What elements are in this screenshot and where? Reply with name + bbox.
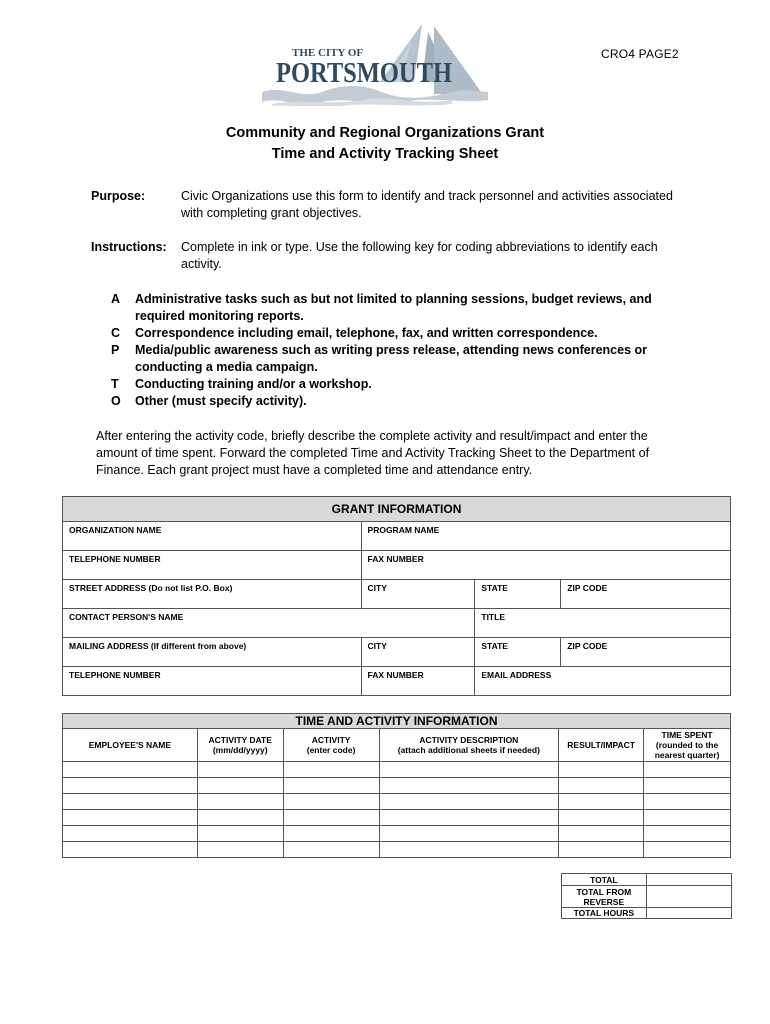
total-label: TOTAL bbox=[562, 874, 647, 886]
activity-code-cell[interactable] bbox=[283, 842, 379, 858]
after-text-line2: amount of time spent. Forward the completed Time and Activity Tracking Sheet to the Department of bbox=[96, 446, 650, 460]
telephone-number-field[interactable]: TELEPHONE NUMBER bbox=[63, 551, 362, 580]
activity-description-cell[interactable] bbox=[379, 794, 559, 810]
employee-name-cell[interactable] bbox=[63, 762, 198, 778]
table-row bbox=[63, 778, 731, 794]
purpose-label: Purpose: bbox=[91, 189, 146, 203]
mailing-address-field[interactable]: MAILING ADDRESS (If different from above) bbox=[63, 638, 362, 667]
time-spent-cell[interactable] bbox=[644, 762, 731, 778]
activity-date-cell[interactable] bbox=[197, 778, 283, 794]
table-row bbox=[63, 842, 731, 858]
page-code: CRO4 PAGE2 bbox=[601, 47, 679, 61]
key-code-c: C bbox=[111, 326, 121, 340]
col-employee-name: EMPLOYEE'S NAME bbox=[63, 729, 198, 762]
table-row bbox=[63, 762, 731, 778]
activity-date-cell[interactable] bbox=[197, 810, 283, 826]
telephone-number-2-field[interactable]: TELEPHONE NUMBER bbox=[63, 667, 362, 696]
table-row bbox=[63, 794, 731, 810]
title-field[interactable]: TITLE bbox=[475, 609, 731, 638]
mailing-city-field[interactable]: CITY bbox=[361, 638, 475, 667]
form-title-line1: Community and Regional Organizations Grant bbox=[225, 125, 545, 141]
activity-code-cell[interactable] bbox=[283, 810, 379, 826]
activity-date-cell[interactable] bbox=[197, 842, 283, 858]
key-text-c-1: Correspondence including email, telephone, fax, and written correspondence. bbox=[135, 326, 598, 340]
time-spent-cell[interactable] bbox=[644, 794, 731, 810]
portsmouth-logo bbox=[262, 20, 488, 106]
fax-number-2-field[interactable]: FAX NUMBER bbox=[361, 667, 475, 696]
organization-name-field[interactable]: ORGANIZATION NAME bbox=[63, 522, 362, 551]
instructions-label: Instructions: bbox=[91, 240, 167, 254]
key-text-t-1: Conducting training and/or a workshop. bbox=[135, 377, 372, 391]
total-hours-cell[interactable] bbox=[646, 908, 731, 919]
contact-person-name-field[interactable]: CONTACT PERSON'S NAME bbox=[63, 609, 475, 638]
employee-name-cell[interactable] bbox=[63, 842, 198, 858]
result-impact-cell[interactable] bbox=[559, 794, 644, 810]
key-text-a-1: Administrative tasks such as but not limited to planning sessions, budget reviews, and bbox=[135, 292, 652, 306]
result-impact-cell[interactable] bbox=[559, 762, 644, 778]
after-text-line1: After entering the activity code, briefly describe the complete activity and result/impact and enter the bbox=[96, 429, 648, 443]
grant-information-table bbox=[62, 496, 731, 696]
time-activity-header: TIME AND ACTIVITY INFORMATION bbox=[63, 714, 731, 729]
time-spent-cell[interactable] bbox=[644, 842, 731, 858]
activity-code-cell[interactable] bbox=[283, 794, 379, 810]
key-text-a-2: required monitoring reports. bbox=[135, 309, 304, 323]
key-text-p-1: Media/public awareness such as writing press release, attending news conferences or bbox=[135, 343, 647, 357]
form-title-line2: Time and Activity Tracking Sheet bbox=[271, 146, 499, 162]
col-activity-code: ACTIVITY (enter code) bbox=[283, 729, 379, 762]
instructions-text-line1: Complete in ink or type. Use the following key for coding abbreviations to identify each bbox=[181, 240, 658, 254]
result-impact-cell[interactable] bbox=[559, 842, 644, 858]
key-code-t: T bbox=[111, 377, 119, 391]
employee-name-cell[interactable] bbox=[63, 810, 198, 826]
time-spent-cell[interactable] bbox=[644, 810, 731, 826]
result-impact-cell[interactable] bbox=[559, 778, 644, 794]
program-name-field[interactable]: PROGRAM NAME bbox=[361, 522, 730, 551]
result-impact-cell[interactable] bbox=[559, 810, 644, 826]
time-spent-cell[interactable] bbox=[644, 778, 731, 794]
activity-code-cell[interactable] bbox=[283, 778, 379, 794]
state-field[interactable]: STATE bbox=[475, 580, 561, 609]
col-activity-description: ACTIVITY DESCRIPTION (attach additional sheets if needed) bbox=[379, 729, 559, 762]
purpose-text-line2: with completing grant objectives. bbox=[181, 206, 362, 220]
city-field[interactable]: CITY bbox=[361, 580, 475, 609]
logo-line1: THE CITY OF bbox=[292, 47, 364, 59]
activity-description-cell[interactable] bbox=[379, 810, 559, 826]
key-code-a: A bbox=[111, 292, 121, 306]
col-result-impact: RESULT/IMPACT bbox=[559, 729, 644, 762]
fax-number-field[interactable]: FAX NUMBER bbox=[361, 551, 730, 580]
col-time-spent: TIME SPENT (rounded to the nearest quarter) bbox=[644, 729, 731, 762]
employee-name-cell[interactable] bbox=[63, 794, 198, 810]
time-spent-cell[interactable] bbox=[644, 826, 731, 842]
totals-table bbox=[561, 873, 732, 919]
activity-code-cell[interactable] bbox=[283, 762, 379, 778]
key-text-p-2: conducting a media campaign. bbox=[135, 360, 318, 374]
activity-description-cell[interactable] bbox=[379, 762, 559, 778]
key-text-o-1: Other (must specify activity). bbox=[135, 394, 307, 408]
logo-line2: PORTSMOUTH bbox=[276, 58, 453, 89]
total-value-cell[interactable] bbox=[646, 874, 731, 886]
purpose-text-line1: Civic Organizations use this form to identify and track personnel and activities associated bbox=[181, 189, 673, 203]
time-activity-table bbox=[62, 713, 731, 858]
activity-description-cell[interactable] bbox=[379, 778, 559, 794]
activity-date-cell[interactable] bbox=[197, 762, 283, 778]
activity-code-cell[interactable] bbox=[283, 826, 379, 842]
instructions-text-line2: activity. bbox=[181, 257, 222, 271]
grant-info-header: GRANT INFORMATION bbox=[63, 497, 731, 522]
total-hours-label: TOTAL HOURS bbox=[562, 908, 647, 919]
col-activity-date: ACTIVITY DATE (mm/dd/yyyy) bbox=[197, 729, 283, 762]
key-code-p: P bbox=[111, 343, 120, 357]
table-row bbox=[63, 826, 731, 842]
activity-date-cell[interactable] bbox=[197, 794, 283, 810]
total-from-reverse-cell[interactable] bbox=[646, 886, 731, 908]
mailing-zip-code-field[interactable]: ZIP CODE bbox=[561, 638, 731, 667]
email-address-field[interactable]: EMAIL ADDRESS bbox=[475, 667, 731, 696]
key-code-o: O bbox=[111, 394, 121, 408]
employee-name-cell[interactable] bbox=[63, 826, 198, 842]
activity-description-cell[interactable] bbox=[379, 842, 559, 858]
after-text-line3: Finance. Each grant project must have a completed time and attendance entry. bbox=[96, 463, 533, 477]
activity-description-cell[interactable] bbox=[379, 826, 559, 842]
street-address-field[interactable]: STREET ADDRESS (Do not list P.O. Box) bbox=[63, 580, 362, 609]
mailing-state-field[interactable]: STATE bbox=[475, 638, 561, 667]
table-row bbox=[63, 810, 731, 826]
zip-code-field[interactable]: ZIP CODE bbox=[561, 580, 731, 609]
result-impact-cell[interactable] bbox=[559, 826, 644, 842]
activity-code-key bbox=[0, 291, 770, 411]
employee-name-cell[interactable] bbox=[63, 778, 198, 794]
total-from-reverse-label: TOTAL FROM REVERSE bbox=[562, 886, 647, 908]
activity-date-cell[interactable] bbox=[197, 826, 283, 842]
